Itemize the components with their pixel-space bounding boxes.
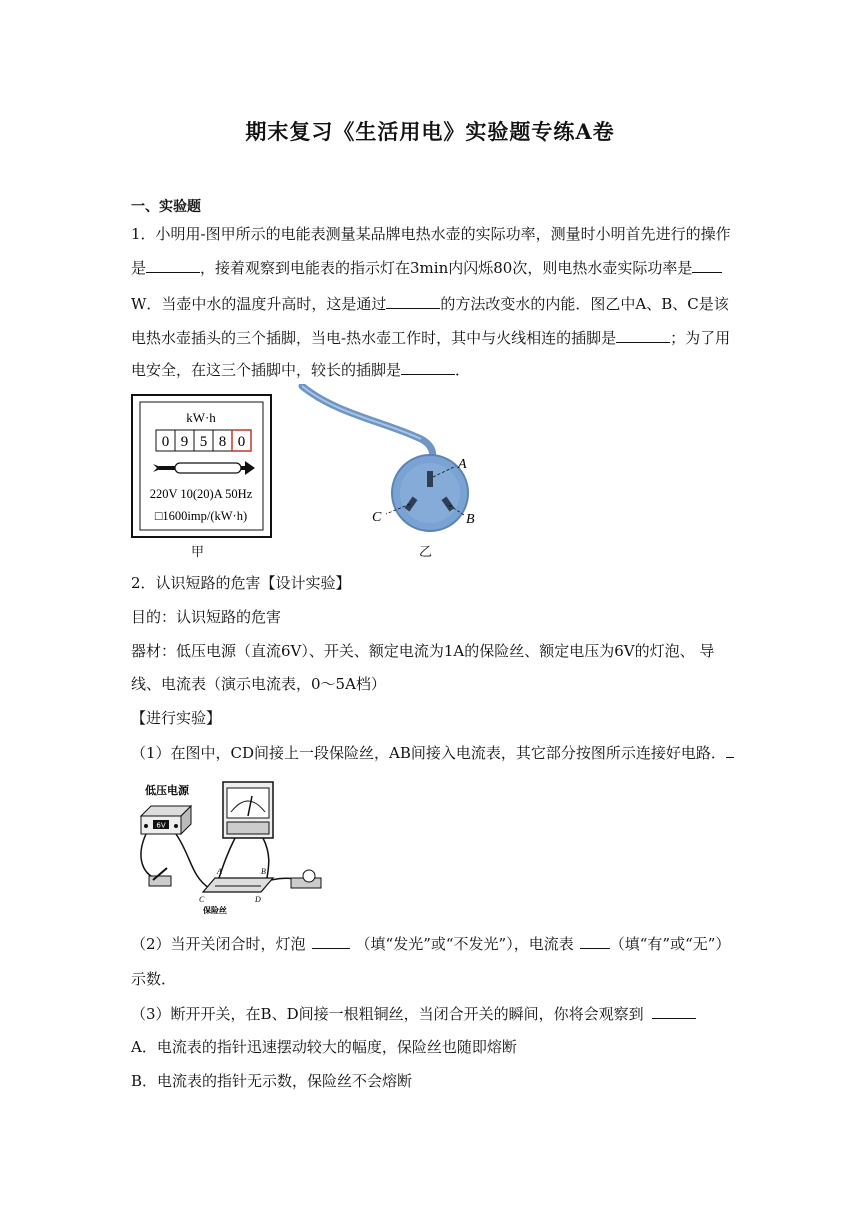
voltage-label: 6V	[156, 821, 166, 830]
meter-imp: □1600imp/(kW·h)	[154, 509, 248, 523]
circuit-figure	[131, 776, 331, 916]
q2-option-a: A．电流表的指针迅速摆动较大的幅度，保险丝也随即熔断	[131, 1038, 517, 1056]
terminal-label-c: C	[199, 895, 205, 904]
plug-figure	[296, 384, 486, 544]
q2-step1-text: （1）在图中，CD间接上一段保险丝，AB间接入电流表，其它部分按图所示连接好电路．	[131, 744, 726, 762]
terminal-label-d: D	[255, 895, 261, 904]
ammeter	[223, 782, 273, 838]
pin-label-b: B	[466, 512, 475, 527]
disc-window	[175, 463, 241, 473]
q1-text: 的方法改变水的内能．图乙中A、B、C是该	[440, 295, 729, 313]
q1-line2	[131, 252, 731, 284]
counter-digit: 5	[199, 434, 208, 450]
switch-base	[149, 876, 171, 886]
counter-digit: 0	[237, 434, 246, 450]
q1-text: 电热水壶插头的三个插脚，当电-热水壶工作时，其中与火线相连的插脚是	[131, 329, 617, 347]
q2-step2-text: （填“发光”或“不发光”），电流表	[355, 935, 574, 953]
switch	[149, 868, 171, 886]
q2-equipment-line2: 线、电流表（演示电流表，0～5A档）	[131, 675, 386, 693]
plug-cord	[302, 386, 433, 458]
terminal-label-b: B	[261, 867, 266, 876]
meter-counter	[156, 430, 251, 451]
fuse-board-top	[203, 878, 273, 892]
q1-text: 电安全，在这三个插脚中，较长的插脚是	[131, 361, 402, 379]
answer-blank[interactable]	[652, 1000, 696, 1019]
q1-line4	[131, 322, 731, 354]
q1-text: ．	[455, 361, 471, 379]
answer-blank[interactable]	[386, 290, 440, 309]
terminal-label-a: A	[217, 867, 222, 876]
counter-digit: 8	[218, 434, 227, 450]
meter-spec: 220V 10(20)A 50Hz	[149, 487, 253, 501]
q2-step2-cont: 示数．	[131, 970, 177, 988]
q1-line5	[131, 354, 731, 386]
wire	[141, 834, 161, 880]
arrow-shaft	[159, 466, 175, 470]
answer-blank[interactable]	[312, 930, 350, 949]
q2-step2-text: （2）当开关闭合时，灯泡	[131, 935, 306, 953]
fuse-board	[203, 878, 273, 892]
fuse-label: 保险丝	[203, 906, 227, 915]
page-title: 期末复习《生活用电》实验题专练A卷	[245, 119, 615, 144]
q1-line1: 1．小明用-图甲所示的电能表测量某品牌电热水壶的实际功率，测量时小明首先进行的操作	[131, 225, 731, 243]
q2-step1	[131, 737, 731, 769]
q2-heading: 2．认识短路的危害【设计实验】	[131, 574, 351, 592]
energy-meter-figure	[131, 394, 273, 540]
counter-digit: 0	[161, 434, 170, 450]
figure-caption-yi: 乙	[419, 545, 433, 560]
pin-label-a: A	[458, 457, 467, 472]
power-supply-label: 低压电源	[145, 784, 189, 797]
wire	[176, 834, 209, 888]
power-supply	[141, 806, 191, 834]
ammeter-base	[227, 822, 269, 834]
q1-text: W．当壶中水的温度升高时，这是通过	[131, 295, 387, 313]
q1-text: 是	[131, 259, 147, 277]
answer-blank[interactable]	[692, 254, 722, 273]
q2-step2	[131, 928, 731, 960]
lamp-bulb	[303, 870, 315, 882]
lamp	[291, 870, 321, 888]
answer-blank[interactable]	[580, 930, 610, 949]
figure-caption-jia: 甲	[191, 545, 205, 560]
meter-unit: kW·h	[186, 410, 216, 425]
q2-equipment-line1: 器材：低压电源（直流6V）、开关、额定电流为1A的保险丝、额定电压为6V的灯泡、 导	[131, 642, 715, 660]
cord-highlight	[302, 386, 421, 439]
answer-blank[interactable]	[401, 356, 455, 375]
pin-a	[427, 471, 433, 487]
answer-blank[interactable]	[146, 254, 200, 273]
q2-purpose: 目的：认识短路的危害	[131, 608, 282, 626]
q2-step3	[131, 998, 731, 1030]
q1-line3	[131, 288, 731, 320]
q2-proceed: 【进行实验】	[131, 709, 222, 727]
q2-step2-text: （填“有”或“无”）	[609, 935, 731, 953]
terminal-icon	[144, 824, 148, 828]
answer-blank[interactable]	[726, 739, 734, 758]
answer-blank[interactable]	[616, 324, 670, 343]
q1-text: ；为了用	[670, 329, 731, 347]
counter-digit: 9	[180, 434, 189, 450]
pin-label-c: C	[372, 510, 382, 525]
q2-option-b: B．电流表的指针无示数，保险丝不会熔断	[131, 1072, 413, 1090]
q1-text: ，接着观察到电能表的指示灯在3min内闪烁80次，则电热水壶实际功率是	[200, 259, 693, 277]
terminal-icon	[174, 824, 178, 828]
q2-step3-text: （3）断开开关，在B、D间接一根粗铜丝，当闭合开关的瞬间，你将会观察到	[131, 1005, 644, 1023]
section-heading: 一、实验题	[131, 199, 201, 215]
